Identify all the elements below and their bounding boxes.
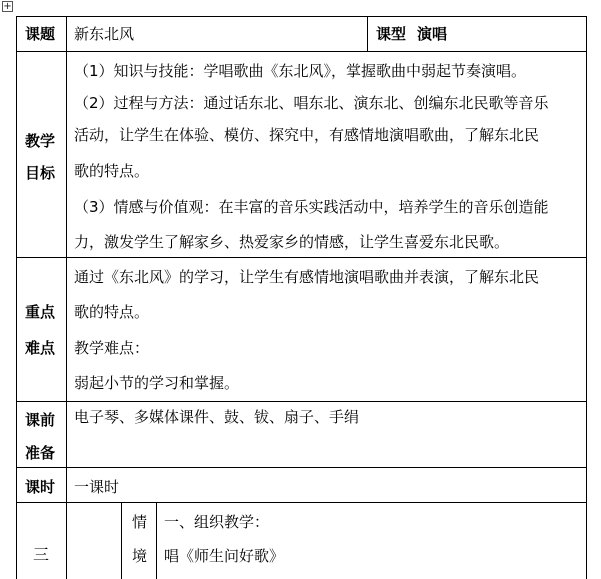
table-border <box>16 16 17 579</box>
key-points-line: 教学难点： <box>74 339 150 357</box>
process-line: 唱《师生问好歌》 <box>164 547 285 565</box>
table-border <box>16 51 587 52</box>
type-value: 演唱 <box>417 25 448 43</box>
topic-label: 课题 <box>25 25 56 43</box>
table-border <box>16 16 587 17</box>
goals-line: 力，激发学生了解家乡、热爱家乡的情感，让学生喜爱东北民歌。 <box>74 233 510 251</box>
preparation-value: 电子琴、多媒体课件、鼓、钹、扇子、手绢 <box>74 408 360 426</box>
type-label: 课型 <box>376 25 407 43</box>
goals-label: 目标 <box>25 164 56 182</box>
process-line: 一、组织教学： <box>164 513 270 531</box>
duration-label: 课时 <box>25 478 56 496</box>
table-border <box>16 467 587 468</box>
table-move-handle[interactable]: + <box>3 1 12 12</box>
table-border <box>16 257 587 258</box>
table-border <box>156 502 157 579</box>
table-border <box>16 401 587 402</box>
table-border <box>367 16 368 52</box>
key-points-label: 重点 <box>25 303 56 321</box>
table-border <box>121 502 122 579</box>
process-stage-label: 情 <box>132 513 148 531</box>
table-border <box>16 502 587 503</box>
process-stage-label: 境 <box>132 547 148 565</box>
goals-line: 歌的特点。 <box>74 162 150 180</box>
table-border <box>66 16 67 579</box>
key-points-line: 通过《东北风》的学习，让学生有感情地演唱歌曲并表演，了解东北民 <box>74 268 540 286</box>
goals-line: （3）情感与价值观：在丰富的音乐实践活动中，培养学生的音乐创造能 <box>74 198 549 216</box>
process-step-number: 三 <box>33 545 50 564</box>
duration-value: 一课时 <box>74 478 120 496</box>
goals-line: （2）过程与方法：通过话东北、唱东北、演东北、创编东北民歌等音乐 <box>74 94 549 112</box>
key-points-label: 难点 <box>25 339 56 357</box>
preparation-label: 课前 <box>25 411 56 429</box>
topic-value: 新东北风 <box>74 25 135 43</box>
goals-line: 活动，让学生在体验、模仿、探究中，有感情地演唱歌曲，了解东北民 <box>74 126 540 144</box>
table-border <box>586 16 587 579</box>
key-points-line: 弱起小节的学习和掌握。 <box>74 374 240 392</box>
goals-label: 教学 <box>25 132 56 150</box>
goals-line: （1）知识与技能：学唱歌曲《东北风》，掌握歌曲中弱起节奏演唱。 <box>74 62 527 80</box>
preparation-label: 准备 <box>25 444 56 462</box>
key-points-line: 歌的特点。 <box>74 303 150 321</box>
